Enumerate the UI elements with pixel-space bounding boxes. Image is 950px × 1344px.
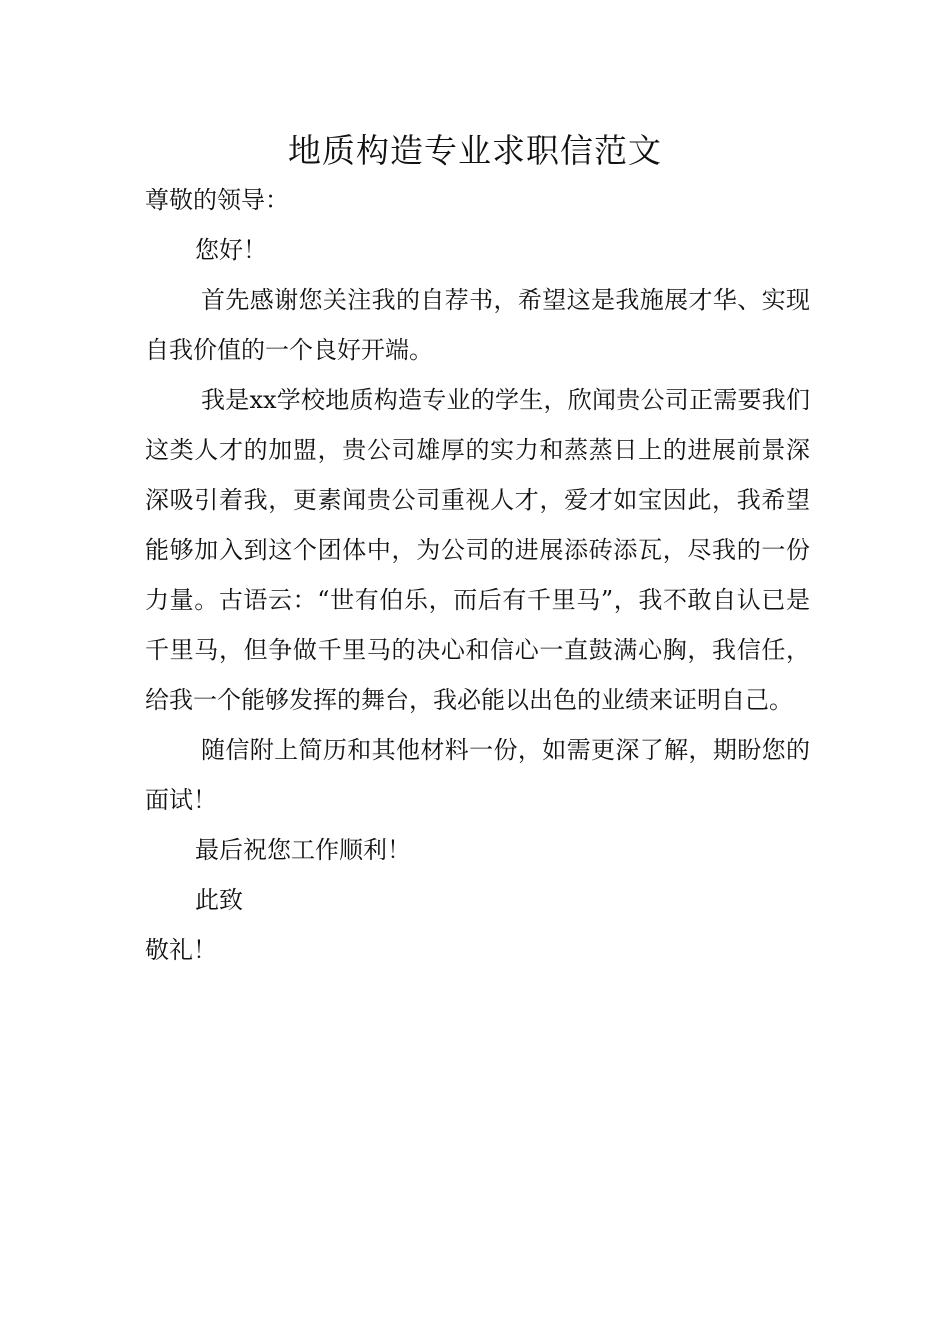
- closing-salute: 敬礼！: [145, 936, 217, 964]
- closing-wish: 最后祝您工作顺利！: [195, 836, 411, 864]
- letter-body: [145, 175, 810, 975]
- paragraph-intro: 首先感谢您关注我的自荐书，希望这是我施展才华、实现自我价值的一个良好开端。: [145, 286, 810, 364]
- paragraph-attachment: 随信附上简历和其他材料一份，如需更深了解，期盼您的面试！: [145, 736, 810, 814]
- closing-phrase: 此致: [195, 886, 243, 914]
- document-title: 地质构造专业求职信范文: [288, 131, 662, 170]
- greeting: 您好！: [195, 236, 267, 264]
- salutation: 尊敬的领导：: [145, 186, 289, 214]
- paragraph-main: 我是xx学校地质构造专业的学生，欣闻贵公司正需要我们这类人才的加盟，贵公司雄厚的实力和蒸蒸日上的进展前景深深吸引着我，更素闻贵公司重视人才，爱才如宝因此，我希望能够加入到这个团体中，为公司的进展添砖添瓦，尽我的一份力量。古语云：“世有伯乐，而后有千里马”，我不敢自认已是千里马，但争做千里马的决心和信心一直鼓满心胸，我信任，给我一个能够发挥的舞台，我必能以出色的业绩来证明自己。: [145, 386, 810, 714]
